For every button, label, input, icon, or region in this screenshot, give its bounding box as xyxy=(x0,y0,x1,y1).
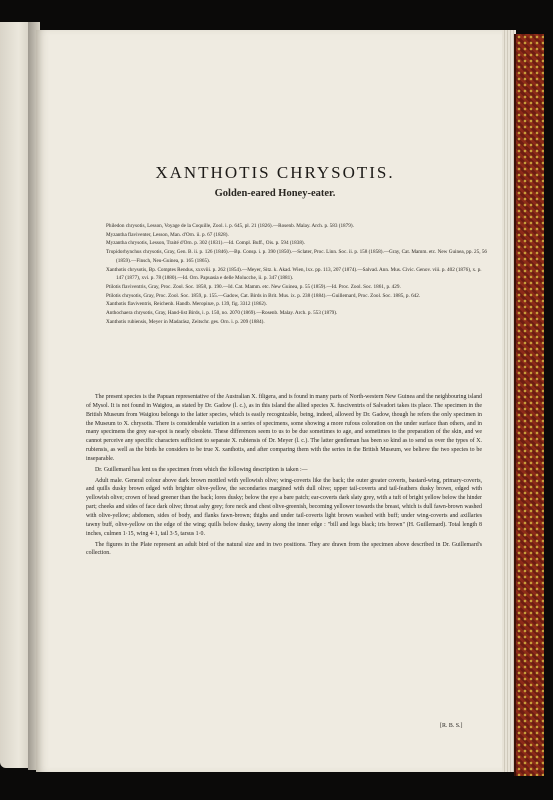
synonymy-list xyxy=(106,222,490,326)
page-title: XANTHOTIS CHRYSOTIS. xyxy=(155,163,395,182)
synonymy-entry: Myzantha chrysotis, Lesson, Traité d'Orn. p. 302 (1831).—Id. Compl. Buff., Ois. p. 594 (1838). xyxy=(106,240,305,247)
common-name-subtitle: Golden-eared Honey-eater. xyxy=(214,188,336,199)
body-paragraph: Adult male. General colour above dark brown mottled with yellowish olive; wing-coverts like the back; the outer greater coverts, bastard-wing, primary-coverts, and quills dusky brown edged with brighter olive-yellow, the secondaries margined with dull olive; upper tail-coverts and tail-feathers dusky brown, edged with yellowish olive; crown of head greener than the back; lores dusky; below the eye a bare patch; ear-coverts dark slaty grey, with a tuft of bright yellow below the hinder part; cheeks and sides of face dark olive; throat ashy grey; fore neck and chest olive-greenish, becoming yellower towards the breast, which is dull fawn-brown washed with olive-yellow; abdomen, sides of body, and flanks fawn-brown; thighs and under tail-coverts light brown washed with buff; under wing-coverts and axillaries tawny buff, olive-yellow on the edge of the wing; quills below dusky, tawny along the inner edge : "bill and legs black; iris brown" (H. Guillemard). Total length 8 inches, culmen 1·15, wing 4·1, tail 3·5, tarsus 1·0. xyxy=(86,477,482,537)
body-paragraph: The present species is the Papuan representative of the Australian X. filigera, and is found in many parts of North-western New Guinea and the neighbouring island of Mysol. It is not found in Waigiou, as stated by Dr. Gadow (l. c.), as in this island the allied species X. fusciventris of Salvadori takes its place. The specimen in the British Museum from Waigiou belongs to the latter species, which is easily recognizable, being, indeed, allowed by Dr. Gadow, though he refers the only specimen in the Museum to X. chrysotis. There is considerable variation in a series of specimens, some showing a more rufous coloration on the under surface than others, and in many specimens the grey ear-spot is nearly obsolete. These differences seem to us to be due sometimes to age, and sometimes to the preparation of the skin, and we cannot perceive any specific characters sufficient to separate X. rubiensis of Dr. Meyer (l. c.). The latter gentleman has been so kind as to send us over the types of X. rubiensis, as well as the birds he considers to be true X. xanthotis, and after comparing them with the series in the British Museum, we believe the two species to be inseparable. xyxy=(86,394,482,462)
synonymy-entry: Tropidorhynchus chrysotis, Gray, Gen. B. ii. p. 126 (1846).—Bp. Consp. i. p. 390 (1850).—Sclater, Proc. Linn. Soc. ii. p. 158 (1858).—Gray, Cat. Mamm. etc. New Guinea, pp. 25, 56 (1859).—Finsch, Neu-Guinea, p. 165 (1865). xyxy=(106,249,488,264)
synonymy-entry: Myzantha flaviventer, Lesson, Man. d'Orn. ii. p. 67 (1828). xyxy=(106,231,229,238)
author-initials: [R. B. S.] xyxy=(440,723,463,729)
synonymy-entry: Xanthotis rubiensis, Meyer in Madarász, Zeitschr. ges. Orn. i. p. 209 (1884). xyxy=(106,318,265,325)
body-paragraph: Dr. Guillemard has lent us the specimen from which the following description is taken :— xyxy=(95,466,308,473)
body-paragraph: The figures in the Plate represent an adult bird of the natural size and in two positions. They are drawn from the specimen above described in Dr. Guillemard's collection. xyxy=(86,541,482,557)
synonymy-entry: Anthochaera chrysotis, Gray, Hand-list Birds, i. p. 150, no. 2070 (1869).—Rosenb. Malay. Arch. p. 553 (1879). xyxy=(106,310,338,317)
decorative-cover-edge xyxy=(514,34,544,776)
species-description xyxy=(86,393,482,560)
synonymy-entry: Ptilotis chrysotis, Gray, Proc. Zool. Soc. 1859, p. 155.—Gadow, Cat. Birds in Brit. Mus. ix. p. 238 (1884).—Guillemard, Proc. Zool. Soc. 1885, p. 642. xyxy=(106,292,421,299)
synonymy-entry: Philedon chrysotis, Lesson, Voyage de la Coquille, Zool. i. p. 645, pl. 21 (1826).—Rosenb. Malay. Arch. p. 583 (1879). xyxy=(106,223,354,229)
synonymy-entry: Xanthotis chrysotis, Bp. Comptes Rendus, xxxviii. p. 262 (1854).—Meyer, Sitz. k. Akad. Wien, lxx. pp. 113, 207 (1874).—Salvad. Ann. Mus. Civic. Genov. viii. p. 402 (1876), x. p. 147 (1877), xvi. p. 78 (1880).—Id. Orn. Papuasia e delle Molucche, ii. p. 347 (1881). xyxy=(106,266,482,282)
synonymy-entry: Xanthotis flaviventris, Reichenb. Handb. Meropinæ, p. 139, fig. 3312 (1862). xyxy=(106,301,267,308)
synonymy-entry: Ptilotis flaviventris, Gray, Proc. Zool. Soc. 1858, p. 190.—Id. Cat. Mamm. etc. New Guinea, p. 55 (1859).—Id. Proc. Zool. Soc. 1861, p. 429. xyxy=(106,283,401,290)
